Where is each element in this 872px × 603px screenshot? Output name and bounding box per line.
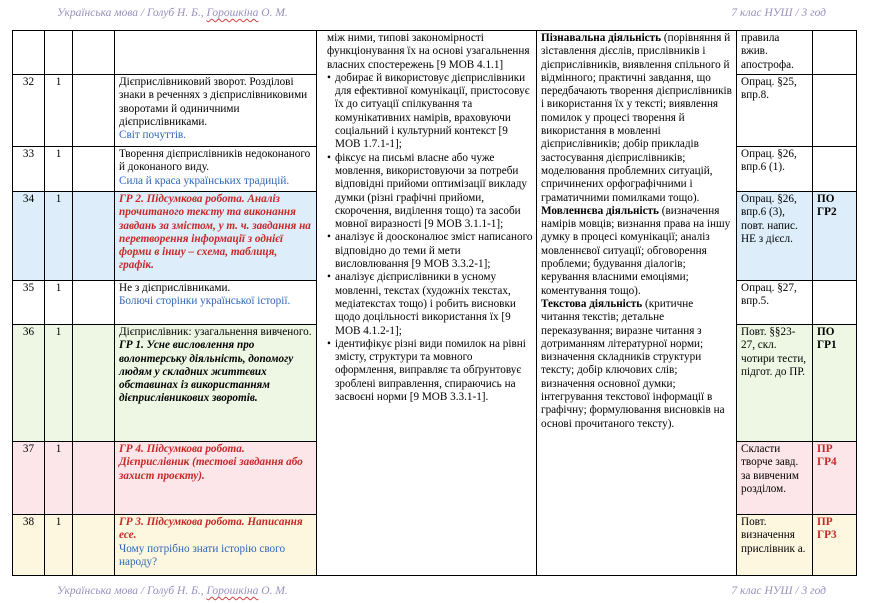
activity-speech: [541, 205, 732, 298]
cell-num: [12, 324, 44, 441]
cell-hours: [44, 146, 72, 191]
cell-num: [12, 441, 44, 514]
topic-assessment: ГР 2. Підсумкова робота. Аналіз прочитаного тексту та виконання завдань за змістом, у т. ч. завдання на перетворення інформації з однієї форми в іншу – схема, таблиця, графік.: [119, 193, 311, 272]
homework-text: Повт. §§23-27, скл. чотири тести, підгот. до ПР.: [741, 326, 807, 378]
cell-blank: [72, 324, 114, 441]
page-footer: [0, 585, 872, 603]
cell-group: [812, 514, 857, 576]
cell-homework: [736, 146, 812, 191]
outcomes-list: [327, 72, 533, 404]
topic-text: Дієприслівниковий зворот. Розділові знаки в реченнях з дієприслівниковими зворотами й одиничними дієприслівниками.: [119, 76, 308, 128]
activity-text: (критичне читання текстів; детальне переказування; виразне читання з дотриманням літературної норми; визначення складників структури тексту; добір ключових слів; визначення основної думки; інтегрування текстової інформації в графічну; формулювання висновків на основі прочитаного тексту).: [541, 297, 725, 430]
hours-text: 1: [55, 148, 62, 160]
header-left-suffix: О. М.: [258, 7, 288, 19]
footer-left: [57, 585, 288, 597]
outcome-item: між ними, типові закономірності функціонування їх на основі узагальнення власних спостережень [9 МОВ 4.1.1]: [327, 32, 530, 71]
cell-blank: [72, 146, 114, 191]
num-text: 36: [22, 326, 35, 338]
cell-group: [812, 30, 857, 74]
num-text: 38: [22, 516, 35, 528]
cell-hours: [44, 324, 72, 441]
cell-homework: [736, 324, 812, 441]
cell-group: [812, 324, 857, 441]
activity-title: Пізнавальна діяльність: [541, 32, 662, 44]
header-left: [57, 7, 288, 19]
cell-num: [12, 146, 44, 191]
hours-text: 1: [55, 443, 62, 455]
group-text: ПО ГР2: [817, 193, 837, 219]
activity-title: Мовленнєва діяльність: [541, 204, 659, 217]
cell-group: [812, 146, 857, 191]
num-text: 33: [22, 148, 35, 160]
group-text: ПР ГР3: [817, 516, 837, 542]
num-text: 37: [22, 443, 35, 455]
header-left-author: Горошкіна: [206, 7, 259, 19]
hours-text: 1: [55, 193, 62, 205]
cell-num: [12, 514, 44, 576]
outcome-item: • фіксує на письмі власне або чуже мовлення, використовуючи за потреби відповідні прийоми оптимізації викладу думки (різні графічні прийоми, скорочення, виділення тощо) та засоби мовної виразності [9 МОВ 3.1.1-1];: [327, 152, 533, 232]
cell-topic: [114, 441, 316, 514]
activity-cognitive: [541, 32, 732, 205]
hours-text: 1: [55, 516, 62, 528]
num-text: 34: [22, 193, 35, 205]
group-text: ПР ГР4: [817, 443, 837, 469]
cell-hours: [44, 280, 72, 324]
cell-num: [12, 74, 44, 146]
homework-text: Скласти творче завд. за вивченим розділом.: [741, 443, 799, 495]
cell-topic: [114, 280, 316, 324]
cell-blank: [72, 30, 114, 74]
cell-topic: [114, 191, 316, 280]
cell-blank: [72, 514, 114, 576]
cell-group: [812, 191, 857, 280]
activity-text: (визначення намірів мовців; визнання права на іншу думку в процесі комунікації; аналіз мовленнєвої ситуації; обговорення проблеми; будування діалогів; керування власними емоціями; коментування тощо).: [541, 204, 731, 297]
homework-text: Повт. визначення прислівник а.: [741, 516, 806, 555]
topic-theme: Сила й краса українських традицій.: [119, 174, 290, 187]
homework-text: Опрац. §26, впр.6 (3), повт. напис. НЕ з дієсл.: [741, 193, 798, 245]
topic-assessment: ГР 1. Усне висловлення про волонтерську діяльність, допомогу людям у складних життєвих обставинах із використанням дієприслівникових зворотів.: [119, 339, 294, 405]
num-text: 32: [22, 76, 35, 88]
outcome-item: • добирає й використовує дієприслівники для ефективної комунікації, пристосовує їх до ситуації спілкування та комунікативних намірів, враховуючи соціальний і культурний контекст [9 МОВ 1.7.1-1];: [327, 72, 533, 152]
outcome-item: • аналізує дієприслівники в усному мовленні, текстах (художніх текстах, медіатекстах тощо) і робить висновки щодо доцільності використання їх [9 МОВ 4.1.2-1];: [327, 271, 533, 337]
cell-topic: [114, 74, 316, 146]
cell-group: [812, 280, 857, 324]
cell-topic: [114, 146, 316, 191]
cell-hours: [44, 74, 72, 146]
hours-text: 1: [55, 326, 62, 338]
footer-left-suffix: О. М.: [258, 585, 288, 597]
topic-theme: Болючі сторінки української історії.: [119, 295, 291, 308]
cell-hours: [44, 30, 72, 74]
activities-cell: [536, 30, 736, 576]
activity-title: Текстова діяльність: [541, 297, 643, 310]
cell-topic: [114, 324, 316, 441]
cell-num: [12, 191, 44, 280]
homework-text: Опрац. §26, впр.6 (1).: [741, 148, 797, 174]
cell-hours: [44, 441, 72, 514]
outcome-item: • ідентифікує різні види помилок на рівні змісту, структури та мовного оформлення, виправляє та обґрунтовує зроблені виправлення, спираючись на засвоєні норми [9 МОВ 3.3.1-1].: [327, 338, 533, 404]
topic-assessment: ГР 4. Підсумкова робота. Дієприслівник (тестові завдання або захист проєкту).: [119, 443, 303, 482]
cell-topic: [114, 30, 316, 74]
cell-hours: [44, 514, 72, 576]
outcome-item: • аналізує й доосконалює зміст написаного відповідно до теми й мети висловлювання [9 МОВ 3.3.2-1];: [327, 231, 533, 271]
cell-topic: [114, 514, 316, 576]
cell-group: [812, 441, 857, 514]
footer-left-prefix: Українська мова / Голуб Н. Б.,: [57, 585, 207, 597]
footer-right: 7 клас НУШ / 3 год: [731, 585, 826, 597]
cell-num: [12, 280, 44, 324]
cell-homework: [736, 514, 812, 576]
hours-text: 1: [55, 76, 62, 88]
homework-text: Опрац. §27, впр.5.: [741, 282, 797, 308]
cell-hours: [44, 191, 72, 280]
homework-text: правила вжив. апострофа.: [741, 32, 794, 71]
cell-num: [12, 30, 44, 74]
hours-text: 1: [55, 282, 62, 294]
activity-text-work: [541, 298, 732, 431]
cell-homework: [736, 191, 812, 280]
cell-homework: [736, 441, 812, 514]
cell-homework: [736, 74, 812, 146]
num-text: 35: [22, 282, 35, 294]
topic-theme: Чому потрібно знати історію свого народу?: [119, 542, 286, 568]
cell-group: [812, 74, 857, 146]
header-right: 7 клас НУШ / 3 год: [731, 7, 826, 19]
cell-blank: [72, 74, 114, 146]
footer-left-author: Горошкіна: [206, 585, 259, 597]
topic-assessment: ГР 3. Підсумкова робота. Написання есе.: [119, 516, 303, 542]
topic-theme: Світ почуттів.: [119, 129, 187, 142]
topic-text: Дієприслівник: узагальнення вивченого.: [119, 326, 312, 338]
cell-blank: [72, 191, 114, 280]
group-text: ПО ГР1: [817, 326, 837, 352]
cell-blank: [72, 280, 114, 324]
cell-homework: [736, 280, 812, 324]
activity-text: (порівняння й зіставлення дієслів, прислівників і дієприслівників, виявлення спільного й відмінного; практичні завдання, що передбачають творення дієприслівників і використання їх у тексті; виявлення помилок у процесі творення й використання в мовленні дієприслівників; добір прикладів застосування дієприслівників; моделювання проблемних ситуацій, спричинених орфографічними і граматичними помилками тощо).: [541, 32, 732, 204]
homework-text: Опрац. §25, впр.8.: [741, 76, 797, 102]
page-header: [0, 7, 872, 25]
outcomes-cell: [316, 30, 536, 576]
cell-blank: [72, 441, 114, 514]
header-left-prefix: Українська мова / Голуб Н. Б.,: [57, 7, 207, 19]
topic-text: Не з дієприслівниками.: [119, 282, 231, 294]
cell-homework: [736, 30, 812, 74]
topic-text: Творення дієприслівників недоконаного й доконаного виду.: [119, 148, 311, 174]
